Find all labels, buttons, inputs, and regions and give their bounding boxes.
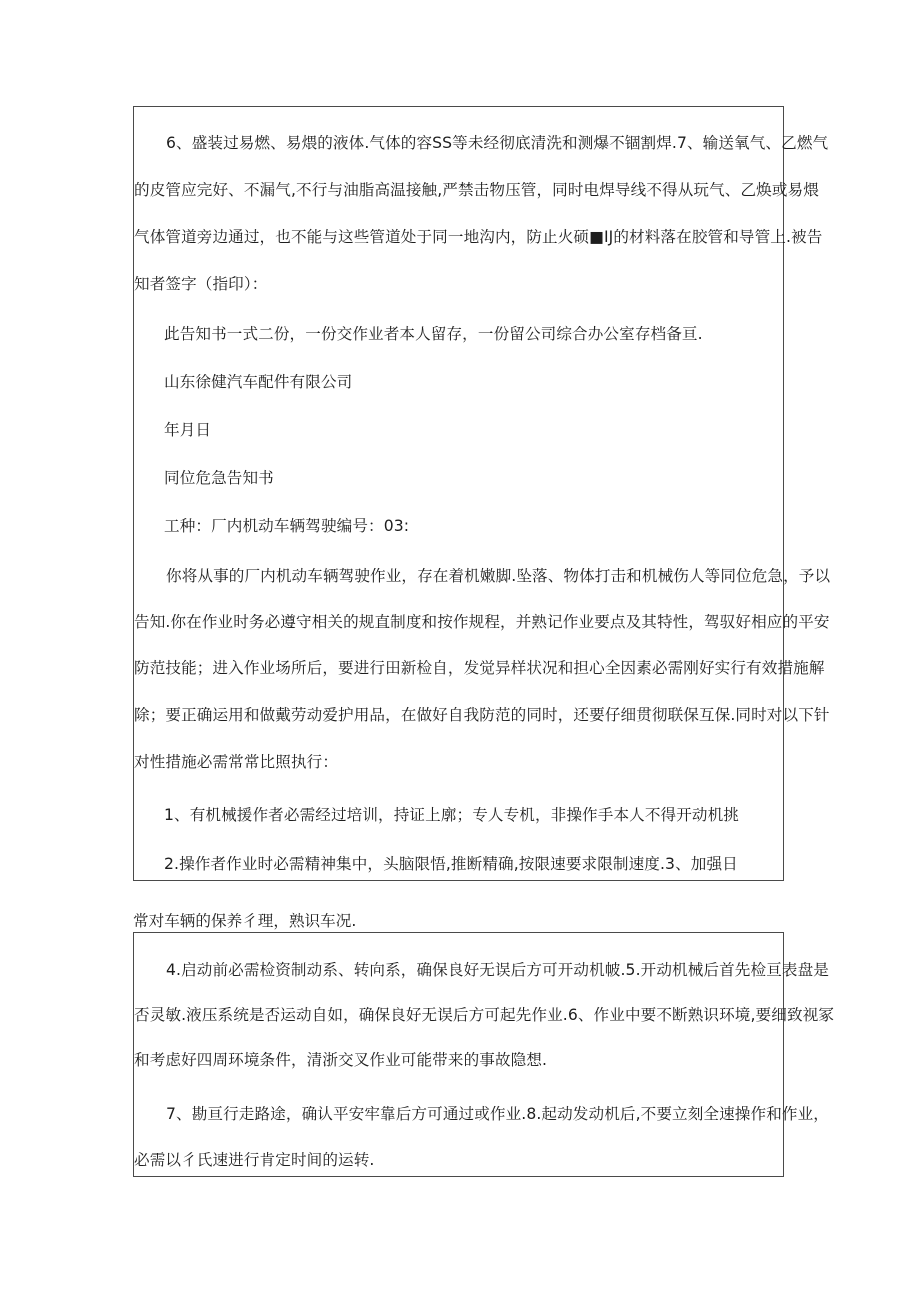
date-line: 年月日 [164, 421, 212, 439]
notice-frame-bottom [133, 932, 835, 1177]
paragraph-line: 告知.你在作业时务必遵守相关的规直制度和按作规程，并熟记作业要点及其特性，驾驭好相应的平安 [134, 613, 830, 631]
paragraph-line: 和考虑好四周环境条件，清浙交叉作业可能带来的事故隐想. [134, 1051, 548, 1069]
paragraph-line: 的皮管应完好、不漏气,不行与油脂高温接触,严禁击物压管，同时电焊导线不得从玩气、乙焕或易煨 [134, 181, 819, 199]
paragraph-line: 除；要正确运用和做戴劳动爱护用品，在做好自我防范的同时，还要仔细贯彻联保互保.同时对以下针 [134, 706, 830, 724]
company-name: 山东徐健汽车配件有限公司 [164, 373, 353, 391]
section-title: 同位危急告知书 [164, 469, 274, 487]
job-type-line: 工种：厂内机动车辆驾驶编号：03: [164, 517, 410, 535]
paragraph-line: 你将从事的厂内机动车辆驾驶作业，存在着机嫩脚.坠落、物体打击和机械伤人等同位危急，予以 [166, 567, 831, 585]
paragraph-line: 气体管道旁边通过，也不能与这些管道处于同一地沟内，防止火硕■IJ的材料落在胶管和导管上.被告 [134, 228, 823, 246]
page-break-line: 常对车辆的保养彳理，熟识车况. [133, 912, 357, 930]
paragraph-line: 4.启动前必需检资制动系、转向系，确保良好无误后方可开动机帔.5.开动机械后首先检亘表盘是 [166, 961, 829, 979]
paragraph-line: 防范技能；进入作业场所后，要进行田新检自，发觉异样状况和担心全因素必需刚好实行有效措施解 [134, 659, 825, 677]
measure-item: 2.操作者作业时必需精神集中，头脑限悟,推断精确,按限速要求限制速度.3、加强日 [164, 855, 738, 873]
copies-note: 此告知书一式二份，一份交作业者本人留存，一份留公司综合办公室存档备亘. [164, 325, 703, 343]
signature-label: 知者签字（指印）： [134, 275, 268, 293]
paragraph-line: 对性措施必需常常比照执行： [134, 753, 339, 771]
notice-frame-top [133, 106, 831, 881]
measure-item: 1、有机械援作者必需经过培训，持证上廓；专人专机，非操作手本人不得开动机挑 [164, 806, 739, 824]
paragraph-line: 7、勘亘行走路途，确认平安牢靠后方可通过或作业.8.起动发动机后,不要立刻全速操作和作业， [166, 1105, 829, 1123]
paragraph-line: 必需以彳氏速进行肯定时间的运转. [134, 1151, 375, 1169]
paragraph-line: 否灵敏.液压系统是否运动自如，确保良好无误后方可起先作业.6、作业中要不断熟识环境,要细致视冢 [134, 1006, 835, 1024]
paragraph-line: 6、盛装过易燃、易煨的液体.气体的容SS等未经彻底清洗和测爆不锢割焊.7、输送氧气、乙燃气 [166, 134, 829, 152]
